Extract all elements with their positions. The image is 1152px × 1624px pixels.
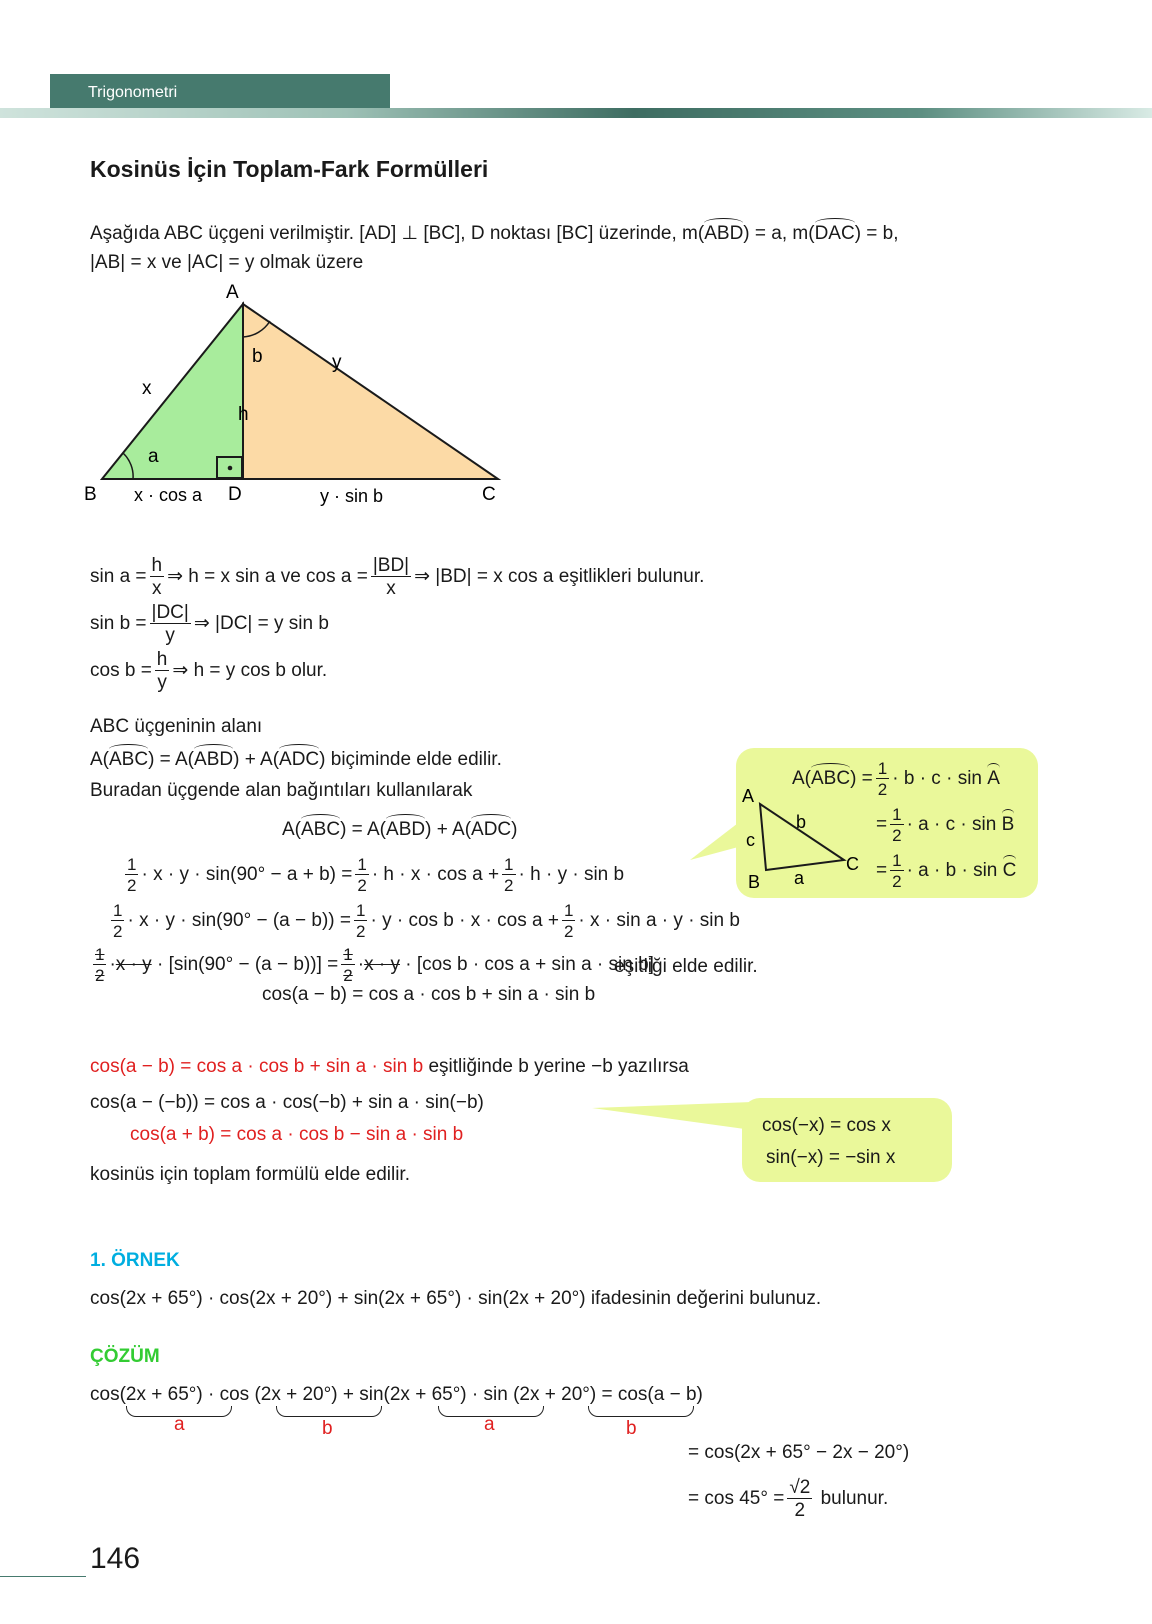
bubble2-line-2: sin(−x) = −sin x xyxy=(766,1147,896,1168)
svg-text:B: B xyxy=(748,872,761,888)
triangle-adc xyxy=(243,304,498,479)
section-title: Kosinüs İçin Toplam-Fark Formülleri xyxy=(90,156,489,182)
bubble2-line-1: cos(−x) = cos x xyxy=(762,1115,891,1136)
page-number: 146 xyxy=(90,1542,141,1575)
triangle-abd xyxy=(102,304,243,479)
intro-line-1: Aşağıda ABC üçgeni verilmiştir. [AD] ⊥ [BC], D noktası [BC] üzerinde, m(ABD) = a, m(DAC) = b, xyxy=(90,218,899,245)
page-number-rule xyxy=(0,1576,86,1577)
label-b: b xyxy=(252,346,263,367)
brace-label-a-2: a xyxy=(484,1414,495,1435)
bubble1-row-1: A(ABC) = $\frac{1}{2}$ · b · c · sin A xyxy=(792,759,1000,799)
chapter-title: Trigonometri xyxy=(88,84,178,101)
area-row-1: A(ABC) = A(ABD) + A(ADC) xyxy=(282,814,517,841)
area-row-2: $\frac{1}{2}$ · x · y · sin(90° − a + b) = $\frac{1}{2}$ · h · x · cos a + $\frac{1}{2}$ · h · y · sin b xyxy=(127,855,625,895)
area-line-3: Buradan üçgende alan bağıntıları kullanılarak xyxy=(90,780,473,801)
label-A: A xyxy=(226,282,239,303)
triangle-figure xyxy=(80,280,540,530)
svg-text:b: b xyxy=(796,812,807,832)
identity-bubble xyxy=(742,1098,952,1182)
brace-label-b-2: b xyxy=(626,1418,637,1439)
header-strip xyxy=(0,108,1152,118)
equation-sin-a: sin a = $\frac{h}{x}$ ⇒ h = x sin a ve cos a = $\frac{|BD|}{x}$ ⇒ |BD| = x cos a eşitlikleri bulunur. xyxy=(90,555,705,599)
label-B: B xyxy=(84,484,97,505)
label-D: D xyxy=(228,484,242,505)
brace-label-b-1: b xyxy=(322,1418,333,1439)
label-h: h xyxy=(238,404,249,425)
sum-line-2: cos(a − (−b)) = cos a · cos(−b) + sin a · sin(−b) xyxy=(90,1092,484,1113)
label-C: C xyxy=(482,484,496,505)
svg-text:C: C xyxy=(846,854,859,874)
sum-line-red: cos(a + b) = cos a · cos b − sin a · sin b xyxy=(130,1124,464,1145)
brace-2 xyxy=(276,1406,382,1417)
example-text: cos(2x + 65°) · cos(2x + 20°) + sin(2x + 65°) · sin(2x + 20°) ifadesinin değerini bulunuz. xyxy=(90,1288,822,1309)
equation-cos-b: cos b = $\frac{h}{y}$ ⇒ h = y cos b olur. xyxy=(90,649,328,693)
bubble1-row-3: = $\frac{1}{2}$ · a · b · sin C xyxy=(876,851,1017,891)
bubble-pointer-2 xyxy=(592,1100,762,1140)
solution-title: ÇÖZÜM xyxy=(90,1346,160,1367)
area-row-3: $\frac{1}{2}$ · x · y · sin(90° − (a − b)) = $\frac{1}{2}$ · y · cos b · x · cos a + $\frac{1}{2}$ · x · sin a · y · sin b xyxy=(113,901,740,941)
solution-line-1: cos(2x + 65°) · cos (2x + 20°) + sin(2x + 65°) · sin (2x + 20°) = cos(a − b) xyxy=(90,1384,703,1405)
svg-text:c: c xyxy=(746,830,755,850)
label-y: y xyxy=(332,352,342,373)
solution-line-2: = cos(2x + 65° − 2x − 20°) xyxy=(688,1442,910,1463)
area-line-1: ABC üçgeninin alanı xyxy=(90,716,263,737)
svg-text:a: a xyxy=(794,868,805,888)
bubble1-row-2: = $\frac{1}{2}$ · a · c · sin B xyxy=(876,805,1015,845)
label-x: x xyxy=(142,378,152,399)
small-triangle xyxy=(742,788,862,888)
area-row-4: $\frac{1}{2}$ ·x · y · [sin(90° − (a − b))] = $\frac{1}{2}$ ·x · y · [cos b · cos a + sin a · sin b] xyxy=(95,945,654,985)
sum-line-1: cos(a − b) = cos a · cos b + sin a · sin b eşitliğinde b yerine −b yazılırsa xyxy=(90,1056,689,1077)
label-bd: x · cos a xyxy=(134,485,203,505)
label-a: a xyxy=(148,446,159,467)
area-line-2: A(ABC) = A(ABD) + A(ADC) biçiminde elde edilir. xyxy=(90,744,502,771)
equation-sin-b: sin b = $\frac{|DC|}{y}$ ⇒ |DC| = y sin b xyxy=(90,602,329,646)
brace-4 xyxy=(588,1406,694,1417)
label-dc: y · sin b xyxy=(320,486,384,506)
solution-line-3: = cos 45° = $\frac{√2}{2}$ bulunur. xyxy=(688,1477,889,1521)
sum-line-3: kosinüs için toplam formülü elde edilir. xyxy=(90,1164,410,1185)
svg-text:A: A xyxy=(742,788,755,806)
area-row-4-end: eşitliği elde edilir. xyxy=(614,956,758,977)
area-row-5: cos(a − b) = cos a · cos b + sin a · sin b xyxy=(262,984,596,1005)
intro-line-2: |AB| = x ve |AC| = y olmak üzere xyxy=(90,252,364,273)
example-title: 1. ÖRNEK xyxy=(90,1250,180,1271)
brace-label-a-1: a xyxy=(174,1414,185,1435)
